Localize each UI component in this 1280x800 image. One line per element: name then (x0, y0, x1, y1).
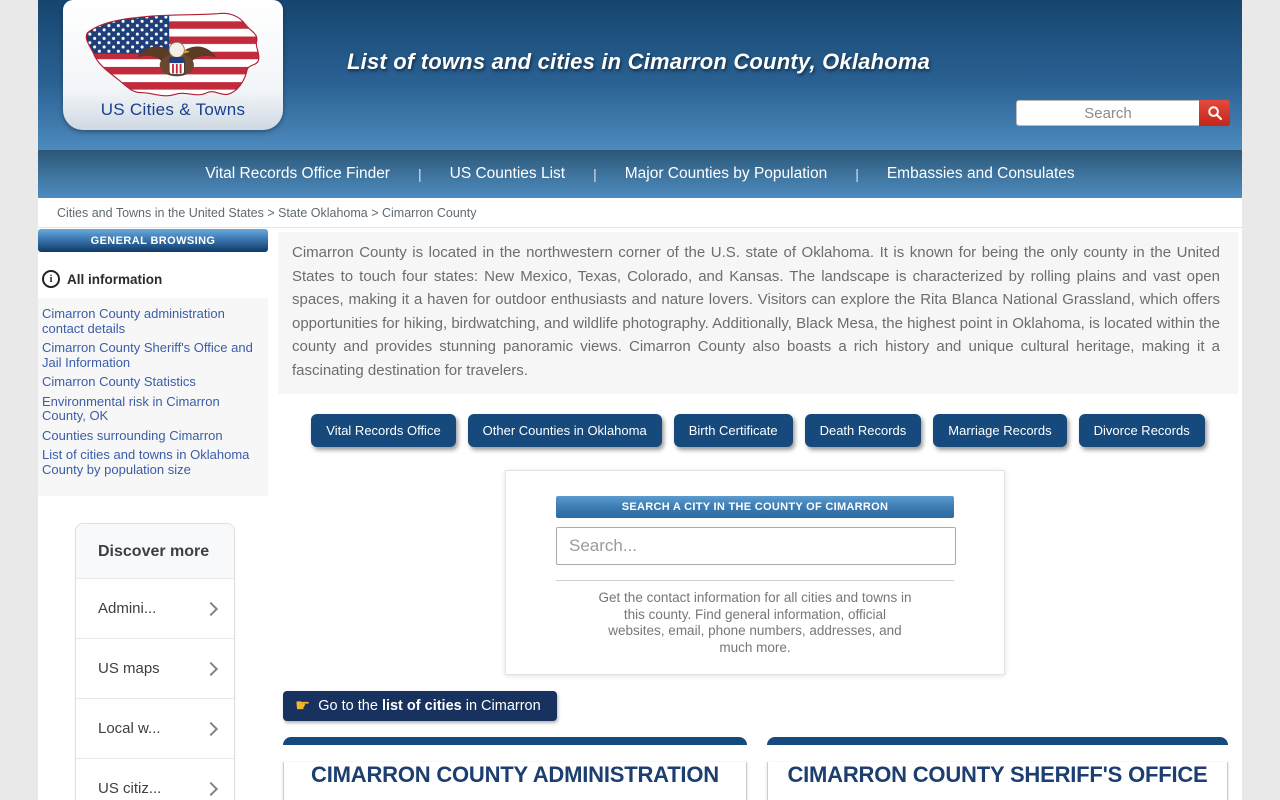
site-logo[interactable] (63, 0, 283, 130)
quick-links-row (278, 414, 1238, 447)
header-search-button[interactable] (1199, 100, 1230, 126)
breadcrumb-state-oklahoma[interactable]: State Oklahoma (278, 205, 368, 220)
breadcrumb-current-county: Cimarron County (381, 205, 477, 220)
discover-item-label: Local w... (98, 720, 161, 737)
breadcrumb-bar (38, 198, 1242, 228)
discover-more-panel (75, 523, 235, 800)
content-wrapper (38, 0, 1242, 800)
logo-caption: US Cities & Towns (100, 100, 246, 119)
header-search-input[interactable] (1016, 100, 1199, 126)
discover-item-label: US maps (98, 660, 160, 677)
city-search-input[interactable] (556, 527, 956, 565)
sidebar-link-environmental-risk[interactable]: Environmental risk in Cimarron County, OK (42, 393, 220, 423)
sheriff-office-card (767, 737, 1228, 800)
chevron-right-icon (204, 601, 218, 615)
nav-separator: | (417, 166, 422, 182)
death-records-button[interactable]: Death Records (805, 414, 922, 447)
goto-button-label: Go to the list of cities in Cimarron (318, 698, 541, 714)
sidebar-all-information[interactable] (38, 262, 268, 298)
pointing-hand-icon: ☛ (295, 696, 311, 715)
city-search-header: SEARCH A CITY IN THE COUNTY OF CIMARRON (556, 496, 954, 518)
other-counties-button[interactable]: Other Counties in Oklahoma (468, 414, 662, 447)
discover-item-us-maps[interactable] (76, 639, 234, 699)
chevron-right-icon (204, 781, 218, 795)
discover-item-administration[interactable] (76, 579, 234, 639)
chevron-right-icon (204, 661, 218, 675)
breadcrumb-separator: > (263, 205, 279, 220)
card-top-bar (283, 737, 747, 745)
city-search-description: Get the contact information for all cities and towns in this county. Find general information, official websites, email, phone numbers, addresses, and much more. (598, 590, 912, 655)
breadcrumb-separator: > (367, 205, 382, 220)
nav-separator: | (593, 166, 597, 182)
sidebar-general-browsing-header: GENERAL BROWSING (38, 229, 268, 252)
nav-separator: | (855, 166, 859, 182)
all-information-label: All information (67, 271, 163, 287)
discover-item-label: US citiz... (98, 780, 162, 797)
nav-us-counties-list[interactable]: US Counties List (449, 165, 566, 182)
birth-certificate-button[interactable]: Birth Certificate (674, 414, 793, 447)
breadcrumb-cities-and-towns[interactable]: Cities and Towns in the United States (57, 205, 264, 220)
info-icon: i (42, 270, 60, 288)
card-body (767, 762, 1228, 800)
page-title: List of towns and cities in Cimarron County, Oklahoma (347, 49, 931, 74)
discover-more-title: Discover more (76, 524, 234, 579)
county-intro-panel (278, 232, 1238, 394)
goto-list-of-cities-button[interactable] (283, 691, 557, 721)
city-search-card (505, 470, 1005, 675)
divorce-records-button[interactable]: Divorce Records (1079, 414, 1205, 447)
sidebar-link-surrounding-counties[interactable]: Counties surrounding Cimarron (42, 427, 223, 443)
magnifier-icon (1207, 105, 1223, 121)
administration-card-title: CIMARRON COUNTY ADMINISTRATION (311, 762, 719, 787)
discover-item-us-citizenship[interactable] (76, 759, 234, 800)
sidebar-link-sheriff-jail-info[interactable]: Cimarron County Sheriff's Office and Jail Information (42, 340, 253, 370)
nav-major-counties-by-population[interactable]: Major Counties by Population (624, 165, 828, 182)
city-search-divider (556, 580, 954, 581)
sidebar (38, 229, 268, 496)
card-top-bar (767, 737, 1228, 745)
main-nav (38, 150, 1242, 198)
sidebar-link-administration-contacts[interactable]: Cimarron County administration contact details (42, 306, 225, 336)
discover-item-label: Admini... (98, 600, 157, 617)
header (38, 0, 1242, 150)
marriage-records-button[interactable]: Marriage Records (933, 414, 1066, 447)
county-intro-text: Cimarron County is located in the northwestern corner of the U.S. state of Oklahoma. It is known for being the only county in the United States to touch four states: New Mexico, Texas, Colorado, and Kansas. The landscape is characterized by rolling plains and vast open spaces, making it a haven for outdoor enthusiasts and nature lovers. Visitors can explore the Rita Blanca National Grassland, which offers opportunities for hiking, birdwatching, and wildlife photography. Additionally, Black Mesa, the highest point in Oklahoma, is located within the county and provides stunning panoramic views. Cimarron County also boasts a rich history and unique cultural heritage, making it a fascinating destination for travelers. (292, 244, 1220, 379)
administration-card (283, 737, 747, 800)
sidebar-link-county-statistics[interactable]: Cimarron County Statistics (42, 374, 196, 389)
sheriff-card-title: CIMARRON COUNTY SHERIFF'S OFFICE (787, 762, 1208, 787)
card-body (283, 762, 747, 800)
nav-vital-records-office-finder[interactable]: Vital Records Office Finder (205, 165, 390, 182)
discover-item-local-weather[interactable] (76, 699, 234, 759)
sidebar-link-list (38, 298, 268, 496)
vital-records-office-button[interactable]: Vital Records Office (311, 414, 455, 447)
us-flag-map-icon (78, 6, 268, 106)
header-search (1016, 100, 1230, 126)
sidebar-link-cities-by-population[interactable]: List of cities and towns in Oklahoma County by population size (42, 447, 250, 477)
nav-embassies-and-consulates[interactable]: Embassies and Consulates (886, 165, 1075, 182)
chevron-right-icon (204, 721, 218, 735)
breadcrumb (57, 206, 476, 220)
